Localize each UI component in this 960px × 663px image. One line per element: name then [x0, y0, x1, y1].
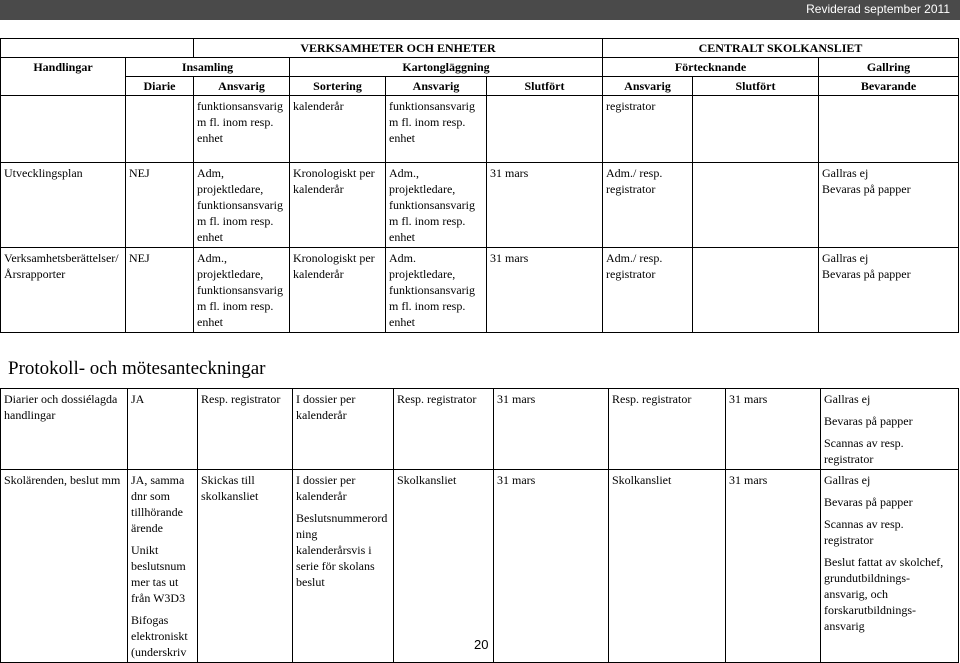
- revision-label: Reviderad september 2011: [806, 2, 950, 16]
- header-group-skolkansliet: CENTRALT SKOLKANSLIET: [603, 39, 959, 58]
- header-diarie: Diarie: [126, 77, 194, 96]
- header-fortecknande: Förtecknande: [603, 58, 819, 77]
- cell-f-ansvarig: [609, 389, 726, 470]
- cell-f-ansvarig: [603, 96, 693, 163]
- cell-handling: [1, 470, 128, 663]
- cell-k-ansvarig: [386, 248, 487, 333]
- cell-line: mer tas ut: [131, 575, 179, 589]
- table-row: [1, 96, 959, 163]
- cell-line: 31 mars: [497, 392, 536, 406]
- cell-line: handlingar: [4, 408, 56, 422]
- cell-k-slutfort: [494, 389, 609, 470]
- header-spacer: [1, 39, 194, 58]
- cell-diarie: [128, 470, 198, 663]
- table-header-row: [1, 77, 959, 96]
- cell-line: Årsrapporter: [4, 267, 66, 281]
- cell-line: enhet: [197, 230, 223, 244]
- header-slutfort: Slutfört: [693, 77, 819, 96]
- cell-line: registrator: [824, 533, 874, 547]
- cell-line: kalenderår: [296, 489, 347, 503]
- cell-ansvarig: [194, 248, 290, 333]
- cell-f-slutfort: [693, 163, 819, 248]
- cell-line: tillhörande: [131, 505, 183, 519]
- cell-bevarande: [819, 248, 959, 333]
- cell-line: funktionsansvarig: [197, 283, 283, 297]
- cell-f-slutfort: [693, 248, 819, 333]
- cell-handling: [1, 389, 128, 470]
- cell-bevarande: [821, 470, 959, 663]
- table-row: [1, 248, 959, 333]
- cell-line: funktionsansvarig: [197, 99, 283, 113]
- header-sortering: Sortering: [290, 77, 386, 96]
- header-insamling: Insamling: [126, 58, 290, 77]
- cell-line: Adm.,: [197, 251, 227, 265]
- table-header-row: [1, 58, 959, 77]
- cell-line: Bevaras på papper: [822, 182, 911, 196]
- cell-sortering: [290, 96, 386, 163]
- cell-line: 31 mars: [729, 473, 768, 487]
- cell-line: m fl. inom resp.: [197, 115, 274, 129]
- cell-sortering: [290, 163, 386, 248]
- cell-line: Gallras ej: [824, 392, 871, 406]
- cell-line: kalenderår: [293, 182, 344, 196]
- table-header-row: [1, 39, 959, 58]
- cell-line: projektledare,: [389, 267, 456, 281]
- cell-line: Bifogas: [131, 613, 169, 627]
- cell-line: funktionsansvarig: [389, 99, 475, 113]
- cell-line: skolkansliet: [201, 489, 259, 503]
- cell-line: 31 mars: [490, 251, 529, 265]
- cell-line: enhet: [389, 230, 415, 244]
- cell-line: m fl. inom resp.: [389, 115, 466, 129]
- cell-line: Kronologiskt per: [293, 251, 375, 265]
- cell-line: beslutsnum: [131, 559, 186, 573]
- cell-sortering: [293, 389, 394, 470]
- cell-handling: [1, 96, 126, 163]
- cell-line: Scannas av resp.: [824, 436, 904, 450]
- cell-k-ansvarig: [394, 470, 494, 663]
- header-gallring: Gallring: [819, 58, 959, 77]
- cell-line: Beslutsnummerord: [296, 511, 388, 525]
- cell-line: ansvarig: [824, 619, 865, 633]
- section-title: Protokoll- och mötesanteckningar: [8, 358, 266, 379]
- cell-line: NEJ: [129, 251, 150, 265]
- cell-line: dnr som: [131, 489, 170, 503]
- table-row: [1, 470, 959, 663]
- cell-line: I dossier per: [296, 473, 356, 487]
- cell-line: enhet: [197, 315, 223, 329]
- records-table: [0, 38, 959, 333]
- cell-k-slutfort: [494, 470, 609, 663]
- cell-line: 31 mars: [729, 392, 768, 406]
- cell-line: funktionsansvarig: [389, 198, 475, 212]
- cell-handling: [1, 163, 126, 248]
- cell-line: kalenderår: [293, 99, 344, 113]
- cell-line: I dossier per: [296, 392, 356, 406]
- table-row: [1, 163, 959, 248]
- cell-f-ansvarig: [603, 163, 693, 248]
- cell-line: projektledare,: [389, 182, 456, 196]
- cell-line: Adm.: [389, 251, 416, 265]
- cell-line: 31 mars: [497, 473, 536, 487]
- cell-line: Adm./ resp.: [606, 166, 663, 180]
- header-bevarande: Bevarande: [819, 77, 959, 96]
- cell-line: enhet: [197, 131, 223, 145]
- cell-sortering: [290, 248, 386, 333]
- cell-line: NEJ: [129, 166, 150, 180]
- cell-k-slutfort: [487, 163, 603, 248]
- cell-line: m fl. inom resp.: [197, 299, 274, 313]
- cell-ansvarig: [198, 389, 293, 470]
- cell-line: Kronologiskt per: [293, 166, 375, 180]
- header-handlingar: Handlingar: [1, 58, 126, 96]
- cell-k-slutfort: [487, 248, 603, 333]
- header-ansvarig: Ansvarig: [194, 77, 290, 96]
- cell-line: Skolkansliet: [397, 473, 457, 487]
- cell-line: Bevaras på papper: [824, 495, 913, 509]
- cell-line: kalenderårsvis i: [296, 543, 372, 557]
- cell-f-ansvarig: [603, 248, 693, 333]
- cell-line: projektledare,: [197, 267, 264, 281]
- header-kartonglaggning: Kartongläggning: [290, 58, 603, 77]
- cell-line: JA: [131, 392, 145, 406]
- cell-k-slutfort: [487, 96, 603, 163]
- cell-line: Skolkansliet: [612, 473, 672, 487]
- cell-f-slutfort: [726, 470, 821, 663]
- cell-line: registrator: [606, 267, 656, 281]
- cell-line: Diarier och dossiélagda: [4, 392, 118, 406]
- cell-handling: [1, 248, 126, 333]
- cell-line: kalenderår: [296, 408, 347, 422]
- cell-f-slutfort: [726, 389, 821, 470]
- header-ansvarig: Ansvarig: [603, 77, 693, 96]
- header-slutfort: Slutfört: [487, 77, 603, 96]
- cell-diarie: [126, 96, 194, 163]
- cell-line: JA, samma: [131, 473, 185, 487]
- cell-line: Scannas av resp.: [824, 517, 904, 531]
- cell-bevarande: [819, 96, 959, 163]
- cell-line: Adm,: [197, 166, 224, 180]
- cell-line: Adm.,: [389, 166, 419, 180]
- cell-line: m fl. inom resp.: [389, 214, 466, 228]
- cell-k-ansvarig: [386, 163, 487, 248]
- cell-line: registrator: [824, 452, 874, 466]
- cell-line: Bevaras på papper: [824, 414, 913, 428]
- cell-ansvarig: [198, 470, 293, 663]
- cell-line: enhet: [389, 315, 415, 329]
- cell-line: funktionsansvarig: [197, 198, 283, 212]
- cell-diarie: [128, 389, 198, 470]
- cell-bevarande: [819, 163, 959, 248]
- cell-line: Skickas till: [201, 473, 255, 487]
- cell-line: Gallras ej: [822, 251, 869, 265]
- cell-k-ansvarig: [394, 389, 494, 470]
- cell-line: (underskriv: [131, 645, 187, 659]
- cell-ansvarig: [194, 96, 290, 163]
- cell-line: elektroniskt: [131, 629, 188, 643]
- cell-bevarande: [821, 389, 959, 470]
- cell-line: Bevaras på papper: [822, 267, 911, 281]
- cell-line: forskarutbildnings-: [824, 603, 916, 617]
- header-ansvarig: Ansvarig: [386, 77, 487, 96]
- header-group-verksamheter: VERKSAMHETER OCH ENHETER: [194, 39, 603, 58]
- cell-line: grundutbildnings-: [824, 571, 910, 585]
- cell-line: funktionsansvarig: [389, 283, 475, 297]
- cell-line: Resp. registrator: [612, 392, 692, 406]
- cell-line: Verksamhetsberättelser/: [4, 251, 119, 265]
- protocol-table: [0, 388, 959, 663]
- cell-line: Adm./ resp.: [606, 251, 663, 265]
- cell-line: Resp. registrator: [397, 392, 477, 406]
- cell-line: ärende: [131, 521, 163, 535]
- cell-line: registrator: [606, 99, 656, 113]
- cell-line: beslut: [296, 575, 325, 589]
- cell-diarie: [126, 163, 194, 248]
- cell-line: m fl. inom resp.: [197, 214, 274, 228]
- cell-line: Beslut fattat av skolchef,: [824, 555, 944, 569]
- cell-line: 31 mars: [490, 166, 529, 180]
- cell-ansvarig: [194, 163, 290, 248]
- page-number: 20: [474, 637, 489, 652]
- cell-line: Unikt: [131, 543, 159, 557]
- cell-line: enhet: [389, 131, 415, 145]
- cell-sortering: [293, 470, 394, 663]
- cell-line: Skolärenden, beslut mm: [4, 473, 121, 487]
- cell-diarie: [126, 248, 194, 333]
- cell-line: från W3D3: [131, 591, 186, 605]
- cell-line: m fl. inom resp.: [389, 299, 466, 313]
- header-bar: [0, 0, 960, 20]
- cell-line: Utvecklingsplan: [4, 166, 83, 180]
- cell-line: Resp. registrator: [201, 392, 281, 406]
- cell-line: projektledare,: [197, 182, 264, 196]
- cell-line: Gallras ej: [824, 473, 871, 487]
- cell-line: ning: [296, 527, 318, 541]
- cell-line: ansvarig, och: [824, 587, 888, 601]
- cell-k-ansvarig: [386, 96, 487, 163]
- cell-line: Gallras ej: [822, 166, 869, 180]
- cell-line: registrator: [606, 182, 656, 196]
- cell-f-slutfort: [693, 96, 819, 163]
- table-row: [1, 389, 959, 470]
- cell-f-ansvarig: [609, 470, 726, 663]
- cell-line: serie för skolans: [296, 559, 375, 573]
- cell-line: kalenderår: [293, 267, 344, 281]
